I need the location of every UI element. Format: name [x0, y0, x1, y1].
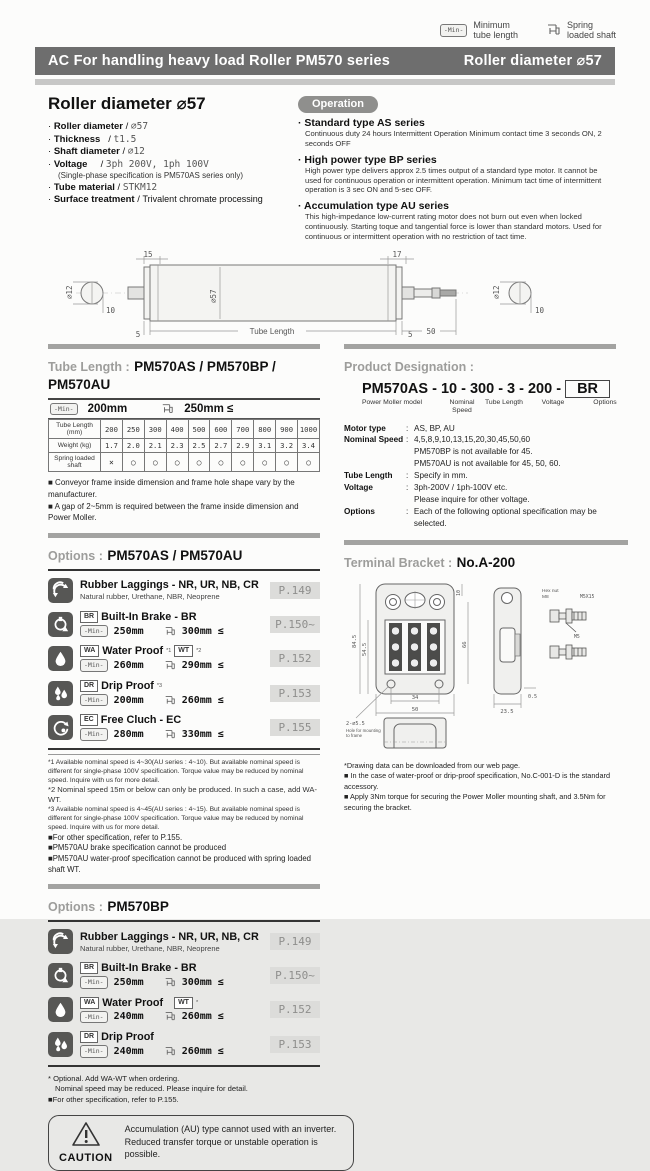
svg-text:10: 10: [535, 305, 545, 315]
options-bp-footnotes: * Optional. Add WA-WT when ordering. Nominal speed may be reduced. Please inquire for detail. ■For other specification, refer to P.155.: [48, 1073, 248, 1104]
spring-loaded-shaft-icon: [161, 403, 174, 415]
page-ref: P.155: [270, 719, 320, 736]
left-column: [48, 358, 337, 1171]
page-content: [48, 94, 616, 1171]
svg-text:Hole for mounting: Hole for mounting: [346, 727, 381, 733]
spec-thickness: · Thickness / t1.5: [48, 133, 137, 145]
options-asau-footnotes: *1 Available nominal speed is 4~30(AU series : 4~10). But available nominal speed is different for single-phase 100V specification. Torque value may be reduced by nominal speed. Inquire with us for more detail. *2 Nominal speed 15m or below can only be produced. In such a case, add WA-WT. *3 Available nominal speed is 4~45(AU series : 4~15). But available nominal speed is different for single-phase 100V specification. Torque value may be reduced by nominal speed. Inquire with us for more detail. ■For other specification, refer to P.155. ■PM570AU brake specification cannot be produced ■PM570AU water-proof specification cannot be produced with spring loaded shaft WT.: [48, 754, 320, 876]
series-title: AC For handling heavy load Roller PM570 series: [48, 53, 390, 69]
min-tube-value: 200mm: [87, 403, 128, 416]
option-built-in-brake: BR Built-In Brake - BR -Min- 250mm 300mm ≤ P.150~: [48, 958, 320, 993]
left-shaft-stub: [128, 287, 144, 299]
title-underbar: [35, 79, 615, 85]
min-tube-length-icon: -Min-: [80, 625, 108, 638]
option-built-in-brake: BR Built-In Brake - BR -Min- 250mm 300mm ≤ P.150~: [48, 607, 320, 642]
svg-text:5: 5: [135, 329, 141, 339]
tube-length-heading: Tube Length : PM570AS / PM570BP / PM570AU: [48, 358, 276, 392]
spec-voltage: · Voltage / 3ph 200V, 1ph 100V: [48, 158, 209, 170]
drip-drops-icon: [48, 681, 73, 706]
page-title-bar: [35, 47, 615, 75]
water-drop-icon: [48, 646, 73, 671]
caution-label: CAUTION: [59, 1151, 113, 1164]
tube-length-minmax-row: [48, 398, 320, 420]
icon-legend: [440, 20, 616, 41]
svg-text:Hex nut: Hex nut: [542, 588, 559, 594]
svg-text:Tube Length: Tube Length: [249, 326, 295, 336]
option-rubber-laggings: Rubber Laggings - NR, UR, NB, CR Natural rubber, Urethane, NBR, Neoprene P.149: [48, 574, 320, 607]
page-ref: P.150~: [270, 967, 320, 984]
table-row-weights: Weight (kg) 1.7 2.0 2.1 2.3 2.5 2.7 2.9 3.1 3.2 3.4: [49, 439, 320, 453]
spec-surface-treatment: · Surface treatment / Trivalent chromate processing: [48, 194, 263, 205]
right-shaft-stub: [402, 287, 414, 299]
svg-text:34: 34: [411, 694, 419, 701]
drip-drops-icon: [48, 1032, 73, 1057]
clutch-icon: [48, 715, 73, 740]
formula-labels: Power Moller model Nominal Speed Tube Length Voltage Options: [361, 398, 617, 414]
svg-text:10: 10: [106, 305, 116, 315]
roller-tube: [150, 265, 396, 321]
option-drip-proof: DR Drip Proof *3 -Min- 200mm 260mm ≤ P.153: [48, 676, 320, 711]
operation-section: [296, 94, 616, 247]
options-bp-heading: Options : PM570BP: [48, 899, 169, 915]
section-divider-4: [344, 540, 628, 545]
brake-icon: [48, 963, 73, 988]
svg-text:⌀57: ⌀57: [209, 289, 218, 303]
svg-text:15: 15: [143, 249, 153, 259]
svg-text:0.5: 0.5: [528, 693, 538, 700]
svg-text:⌀12: ⌀12: [65, 285, 74, 299]
svg-text:⌀12: ⌀12: [492, 285, 501, 299]
rubber-lagging-icon: [48, 578, 73, 603]
svg-text:84.5: 84.5: [352, 634, 358, 648]
svg-text:M5: M5: [574, 634, 580, 640]
spring-loaded-shaft-icon: [164, 1011, 176, 1022]
roller-diameter-title: Roller diameter ⌀57: [463, 53, 602, 69]
options-asau-list: [48, 569, 320, 750]
svg-text:54.5: 54.5: [362, 642, 368, 656]
roller-specs: [48, 94, 296, 247]
page-ref: P.152: [270, 1001, 320, 1018]
svg-text:17: 17: [392, 249, 402, 259]
spec-roller-diameter: · Roller diameter / ⌀57: [48, 121, 149, 132]
spring-loaded-shaft-icon: [164, 626, 176, 637]
page-ref: P.150~: [270, 616, 320, 633]
page-ref: P.153: [270, 1036, 320, 1053]
brake-icon: [48, 612, 73, 637]
tube-length-notes: ■ Conveyor frame inside dimension and frame hole shape vary by the manufacturer. ■ A gap of 2~5mm is required between the frame inside dimension and Power Moller.: [48, 478, 299, 523]
min-tube-length-icon: -Min-: [80, 976, 108, 989]
svg-text:5: 5: [408, 329, 413, 339]
spring-shaft-value: 250mm ≤: [184, 403, 234, 416]
roller-dimension-drawing: [48, 251, 616, 339]
operation-au: · Accumulation type AU series This high-impedance low-current rating motor does not burn out even when locked continuously. Starting toque and tangential force is lower than standard motors. Used for continuous or intermittent operation with no restriction of tact time.: [298, 200, 602, 242]
specs-heading: Roller diameter ⌀57: [48, 94, 206, 113]
designation-spec-list: Motor type : AS, BP, AU Nominal Speed : 4,5,8,9,10,13,15,20,30,45,50,60 PM570BP is not available for 45. PM570AU is not available for 45, 50, 60. Tube Length : Specify in mm. Voltage : 3ph-200V / 1ph-100V etc. Please inquire for other voltage. Options : Each of the following optional specification may be selected.: [344, 423, 597, 528]
svg-text:23.5: 23.5: [500, 708, 514, 715]
min-tube-length-icon: -Min-: [80, 694, 108, 707]
terminal-bracket-drawing: [344, 576, 628, 757]
spec-tube-material: · Tube material / STKM12: [48, 181, 158, 193]
svg-text:2-⌀5.5: 2-⌀5.5: [346, 720, 365, 727]
page-ref: P.152: [270, 650, 320, 667]
min-tube-length-icon: -Min-: [440, 24, 468, 37]
option-water-proof: WA Water Proof WT * -Min- 240mm 260mm ≤ P.152: [48, 993, 320, 1028]
table-row-spring-shaft: Spring loaded shaft × ○ ○ ○ ○ ○ ○ ○ ○ ○: [49, 453, 320, 472]
option-water-proof: WA Water Proof *1 WT *2 -Min- 260mm 290mm ≤ P.152: [48, 641, 320, 676]
min-tube-length-icon: -Min-: [80, 1045, 108, 1058]
caution-box: [48, 1115, 354, 1171]
page-ref: P.153: [270, 685, 320, 702]
spec-shaft-diameter: · Shaft diameter / ⌀12: [48, 146, 145, 157]
legend-spring-shaft: [546, 20, 616, 41]
spring-loaded-shaft-icon: [164, 695, 176, 706]
connector-tip: [440, 290, 456, 296]
min-tube-length-icon: -Min-: [80, 659, 108, 672]
legend-min-tube: [440, 20, 518, 41]
legend-spring-label: Spring loaded shaft: [566, 20, 616, 41]
rubber-lagging-icon: [48, 929, 73, 954]
option-rubber-laggings: Rubber Laggings - NR, UR, NB, CR Natural rubber, Urethane, NBR, Neoprene P.149: [48, 925, 320, 958]
table-row-lengths: Tube Length (mm) 200 250 300 400 500 600 700 800 900 1000: [49, 420, 320, 439]
svg-text:10: 10: [456, 589, 462, 596]
option-drip-proof: DR Drip Proof -Min- 240mm 260mm ≤ P.153: [48, 1027, 320, 1062]
product-designation-heading: Product Designation :: [344, 359, 474, 374]
section-divider-3: [48, 884, 320, 889]
min-tube-length-icon: -Min-: [80, 1011, 108, 1024]
spring-loaded-shaft-icon: [164, 729, 176, 740]
warning-triangle-icon: [71, 1121, 101, 1147]
svg-text:50: 50: [411, 706, 419, 713]
operation-as: · Standard type AS series Continuous duty 24 hours Intermittent Operation Minimum contact time 3 seconds ON, 2 seconds OFF: [298, 117, 602, 148]
spring-loaded-shaft-icon: [164, 977, 176, 988]
spring-loaded-shaft-icon: [164, 1046, 176, 1057]
svg-text:M5X15: M5X15: [580, 594, 595, 600]
min-tube-length-icon: -Min-: [50, 403, 78, 416]
legend-min-label: Minimum tube length: [473, 20, 518, 41]
page-ref: P.149: [270, 933, 320, 950]
operation-badge: Operation: [298, 96, 378, 113]
right-column: [344, 358, 628, 1171]
spring-loaded-shaft-icon: [164, 660, 176, 671]
terminal-bracket-heading: Terminal Bracket : No.A-200: [344, 554, 516, 570]
top-row: [48, 94, 616, 247]
page-ref: P.149: [270, 582, 320, 599]
spec-voltage-note: (Single-phase specification is PM570AS series only): [58, 171, 243, 180]
svg-text:66: 66: [462, 640, 468, 648]
options-asau-heading: Options : PM570AS / PM570AU: [48, 547, 243, 563]
svg-text:to frame: to frame: [346, 732, 363, 738]
svg-text:50: 50: [426, 326, 436, 336]
caution-text: Accumulation (AU) type cannot used with an inverter. Reduced transfer torque or unstable operation is possible.: [124, 1124, 337, 1160]
spring-loaded-shaft-icon: [546, 23, 561, 37]
water-drop-icon: [48, 997, 73, 1022]
svg-text:M8: M8: [542, 594, 549, 600]
option-free-clutch: EC Free Cluch - EC -Min- 280mm 330mm ≤ P.155: [48, 710, 320, 745]
min-tube-length-icon: -Min-: [80, 728, 108, 741]
tube-length-table: [48, 419, 320, 472]
section-divider-1: [48, 344, 616, 349]
section-divider-2: [48, 533, 320, 538]
operation-bp: · High power type BP series High power type delivers approx 2.5 times output of a standard type motor. It cannot be used for continuous operation or intermittent operation. Minimum tact time of intermittent operation is 3 sec ON and 5-sec OFF.: [298, 153, 602, 195]
options-bp-list: [48, 920, 320, 1067]
option-code-box: BR: [565, 380, 610, 398]
product-designation-formula: PM570AS - 10 - 300 - 3 - 200 - BR: [344, 380, 628, 398]
terminal-bracket-notes: *Drawing data can be downloaded from our web page. ■ In the case of water-proof or drip-proof specification, No.C-001-D is the standard accessory. ■ Apply 3Nm torque for securing the Power Moller mounting shaft, and 3.5Nm for securing the bracket.: [344, 760, 611, 812]
